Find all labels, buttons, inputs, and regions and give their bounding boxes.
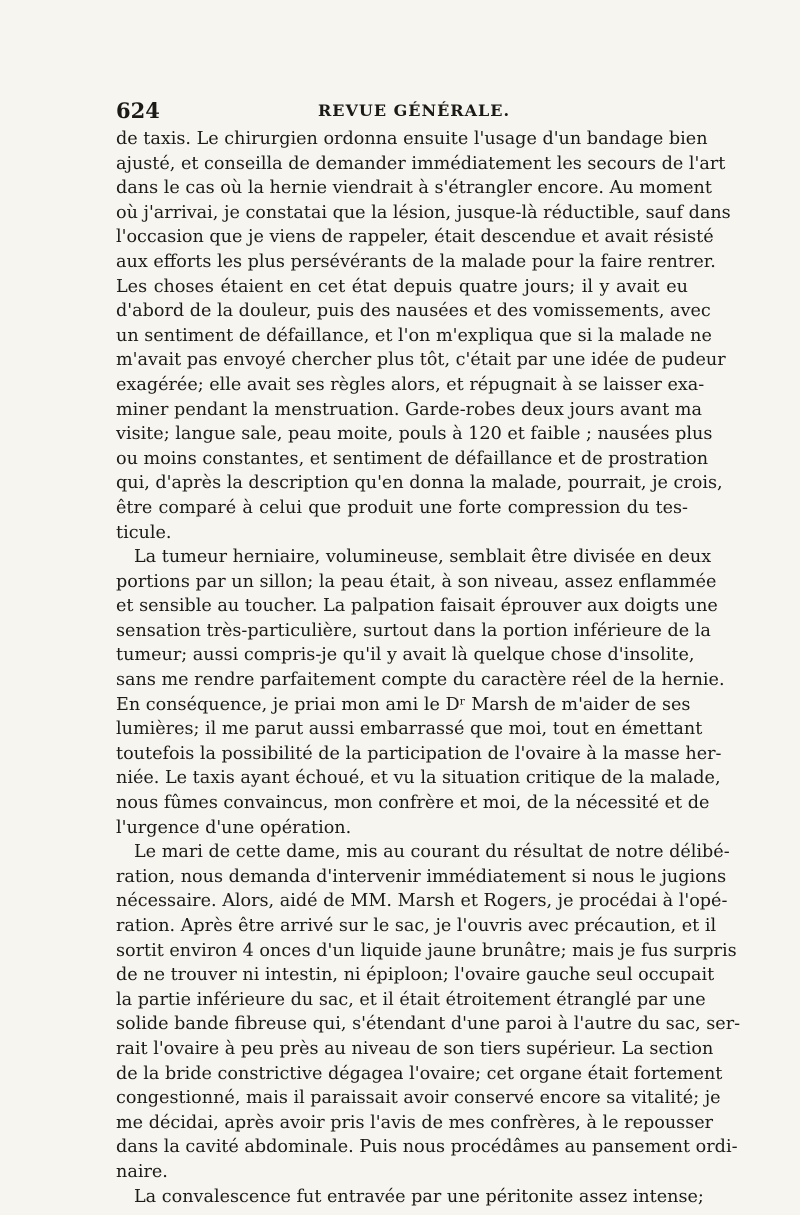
text-line: ajusté, et conseilla de demander immédiatement les secours de l'art [116, 153, 726, 174]
text-line: toutefois la possibilité de la participation de l'ovaire à la masse her- [116, 743, 722, 764]
text-line: ou moins constantes, et sentiment de défaillance et de prostration [116, 448, 709, 469]
text-line: dans le cas où la hernie viendrait à s'étrangler encore. Au moment [116, 178, 712, 199]
text-line: lumières; il me parut aussi embarrassé que moi, tout en émettant [116, 719, 703, 740]
text-line: aux efforts les plus persévérants de la malade pour la faire rentrer. [116, 251, 716, 272]
text-line: visite; langue sale, peau moite, pouls à 120 et faible ; nausées plus [116, 424, 713, 445]
text-line: de ne trouver ni intestin, ni épiploon; l'ovaire gauche seul occupait [116, 965, 715, 986]
text-line: congestionné, mais il paraissait avoir conservé encore sa vitalité; je [116, 1088, 721, 1109]
text-line: me décidai, après avoir pris l'avis de mes confrères, à le repousser [116, 1112, 714, 1133]
text-line: la partie inférieure du sac, et il était étroitement étranglé par une [116, 989, 706, 1010]
running-title: REVUE GÉNÉRALE. [318, 101, 511, 120]
body-text [116, 127, 741, 1209]
text-line: rait l'ovaire à peu près au niveau de son tiers supérieur. La section [116, 1038, 714, 1059]
text-line: tumeur; aussi compris-je qu'il y avait là quelque chose d'insolite, [116, 645, 695, 666]
text-line: et sensible au toucher. La palpation faisait éprouver aux doigts une [116, 596, 718, 617]
text-line: Le mari de cette dame, mis au courant du résultat de notre délibé- [134, 842, 730, 863]
text-line: ticule. [116, 522, 172, 543]
text-line: naire. [116, 1161, 168, 1182]
text-line: exagérée; elle avait ses règles alors, et répugnait à se laisser exa- [116, 374, 705, 395]
text-line: portions par un sillon; la peau était, à son niveau, assez enflammée [116, 571, 717, 592]
text-line: nécessaire. Alors, aidé de MM. Marsh et Rogers, je procédai à l'opé- [116, 891, 728, 912]
text-line: La tumeur herniaire, volumineuse, semblait être divisée en deux [134, 547, 712, 568]
text-line: l'occasion que je viens de rappeler, était descendue et avait résisté [116, 227, 714, 248]
text-line: La convalescence fut entravée par une péritonite assez intense; [134, 1186, 704, 1207]
text-line: Les choses étaient en cet état depuis quatre jours; il y avait eu [116, 276, 688, 297]
paragraph [116, 127, 731, 545]
text-line: qui, d'après la description qu'en donna la malade, pourrait, je crois, [116, 473, 723, 494]
text-line: sans me rendre parfaitement compte du caractère réel de la hernie. [116, 670, 725, 691]
text-line: nous fûmes convaincus, mon confrère et moi, de la nécessité et de [116, 793, 710, 814]
paragraph [116, 545, 725, 840]
text-line: m'avait pas envoyé chercher plus tôt, c'était par une idée de pudeur [116, 350, 726, 371]
text-line: niée. Le taxis ayant échoué, et vu la situation critique de la malade, [116, 768, 721, 789]
text-line: de taxis. Le chirurgien ordonna ensuite l'usage d'un bandage bien [116, 129, 708, 149]
text-line: où j'arrivai, je constatai que la lésion, jusque-là réductible, sauf dans [116, 202, 731, 223]
text-line: miner pendant la menstruation. Garde-robes deux jours avant ma [116, 399, 702, 420]
text-line: solide bande fibreuse qui, s'étendant d'une paroi à l'autre du sac, ser- [116, 1014, 741, 1035]
text-line: dans la cavité abdominale. Puis nous procédâmes au pansement ordi- [116, 1137, 738, 1158]
paragraph [116, 1185, 704, 1210]
text-line: un sentiment de défaillance, et l'on m'expliqua que si la malade ne [116, 325, 712, 346]
text-line: de la bride constrictive dégagea l'ovaire; cet organe était fortement [116, 1063, 723, 1084]
paragraph [116, 840, 741, 1184]
text-line: sensation très-particulière, surtout dans la portion inférieure de la [116, 620, 711, 641]
page-number: 624 [116, 98, 160, 123]
text-line: ration, nous demanda d'intervenir immédiatement si nous le jugions [116, 866, 727, 887]
text-line: être comparé à celui que produit une forte compression du tes- [116, 497, 688, 518]
text-line: l'urgence d'une opération. [116, 817, 352, 838]
text-line: ration. Après être arrivé sur le sac, je l'ouvris avec précaution, et il [116, 916, 717, 936]
text-line: En conséquence, je priai mon ami le Dʳ Marsh de m'aider de ses [116, 694, 691, 715]
text-line: sortit environ 4 onces d'un liquide jaune brunâtre; mais je fus surpris [116, 940, 737, 961]
text-line: d'abord de la douleur, puis des nausées et des vomissements, avec [116, 301, 711, 322]
page-header [116, 96, 686, 126]
